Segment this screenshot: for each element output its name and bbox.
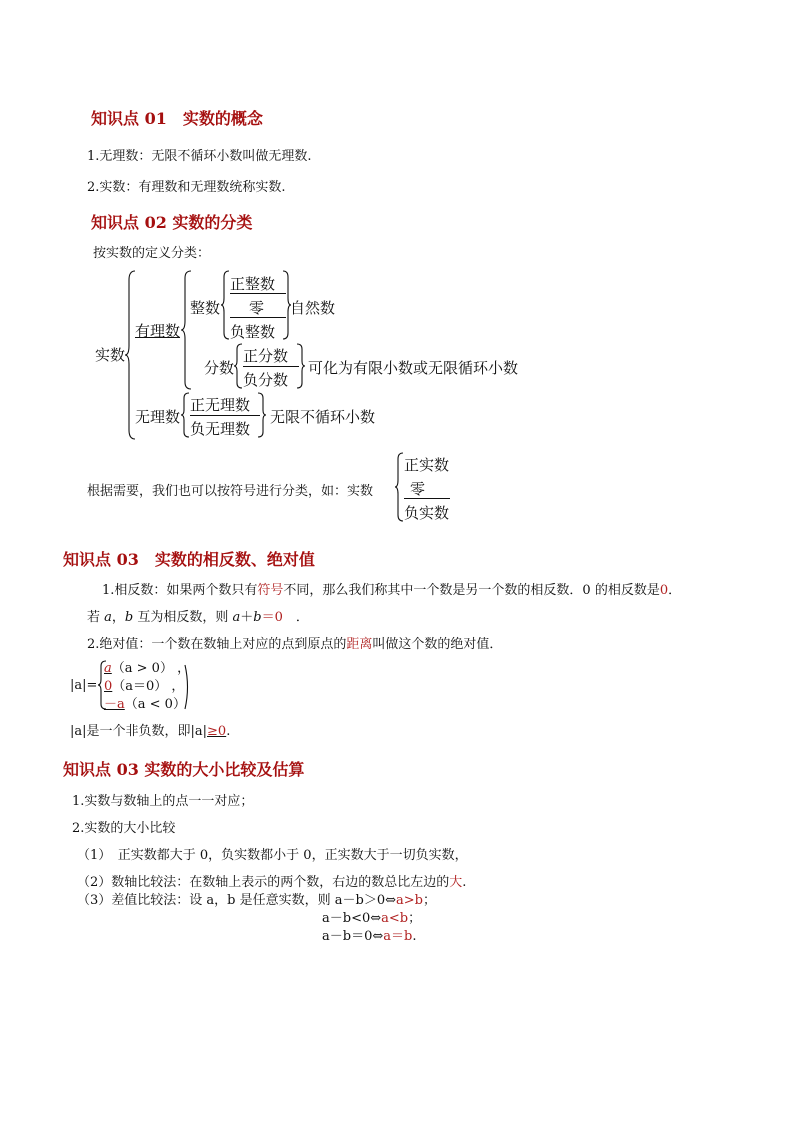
tree-rational: 有理数	[135, 322, 181, 340]
absolute-case-negative: －a（a < 0）	[104, 697, 186, 712]
tree-zero: 零	[249, 299, 265, 317]
sign-classification-text: 根据需要，我们也可以按符号进行分类，如：实数	[87, 484, 374, 499]
absolute-case-zero: 0（a＝0） ，	[104, 679, 185, 694]
section-heading-opposite-absolute: 知识点 03 实数的相反数、绝对值	[63, 550, 315, 569]
section-heading-concept: 知识点 01 实数的概念	[91, 109, 263, 128]
tree-irrational-note: 无限不循环小数	[270, 408, 376, 426]
irrational-note-brace	[258, 392, 268, 438]
sign-negative-real: 负实数	[404, 504, 450, 522]
tree-root: 实数	[95, 346, 126, 364]
absolute-case-positive: a（a > 0） ，	[104, 661, 191, 676]
absolute-value-definition: 2.绝对值：一个数在数轴上对应的点到原点的距离叫做这个数的绝对值．	[87, 637, 503, 652]
section-heading-classification: 知识点 02 实数的分类	[91, 213, 253, 232]
absolute-value-right-paren	[184, 664, 192, 710]
absolute-value-lhs: |a|=	[70, 678, 98, 693]
comparison-rule-1: （1） 正实数都大于 0，负实数都小于 0，正实数大于一切负实数，	[77, 848, 468, 863]
comparison-item-2: 2.实数的大小比较	[72, 821, 176, 836]
opposite-sum-rule: 若 a，b 互为相反数，则 a＋b＝0 ．	[87, 610, 309, 625]
tree-positive-fraction: 正分数	[243, 347, 289, 365]
tree-negative-fraction: 负分数	[243, 371, 289, 389]
section-heading-comparison: 知识点 03 实数的大小比较及估算	[63, 760, 305, 779]
tree-fraction-note: 可化为有限小数或无限循环小数	[308, 359, 519, 377]
classification-intro: 按实数的定义分类：	[93, 246, 211, 261]
tree-integer: 整数	[190, 299, 221, 317]
absolute-nonnegative: |a|是一个非负数，即|a|≥0.	[70, 724, 231, 739]
comparison-rule-3-less: a－b<0⇔a<b；	[322, 911, 422, 926]
tree-negative-irrational: 负无理数	[190, 420, 251, 438]
comparison-rule-3-equal: a－b＝0⇔a＝b.	[322, 929, 417, 944]
tree-natural-number: 自然数	[290, 299, 336, 317]
tree-fraction: 分数	[204, 359, 235, 377]
definition-real: 2.实数：有理数和无理数统称实数.	[87, 180, 286, 195]
comparison-rule-2: （2）数轴比较法：在数轴上表示的两个数，右边的数总比左边的大.	[77, 875, 467, 890]
opposite-number-definition: 1.相反数：如果两个数只有符号不同，那么我们称其中一个数是另一个数的相反数．0 的相反数是0．	[102, 583, 682, 598]
rational-brace	[181, 270, 193, 390]
comparison-item-1: 1.实数与数轴上的点一一对应；	[72, 794, 254, 809]
sign-zero: 零	[410, 480, 426, 498]
definition-irrational: 1.无理数：无限不循环小数叫做无理数.	[87, 149, 312, 164]
fraction-note-brace	[297, 343, 307, 389]
tree-irrational: 无理数	[135, 408, 181, 426]
tree-positive-irrational: 正无理数	[190, 396, 251, 414]
comparison-rule-3: （3）差值比较法：设 a，b 是任意实数，则 a－b＞0⇔a>b；	[77, 893, 436, 908]
tree-positive-integer: 正整数	[230, 275, 276, 293]
tree-negative-integer: 负整数	[230, 323, 276, 341]
sign-positive-real: 正实数	[404, 456, 450, 474]
